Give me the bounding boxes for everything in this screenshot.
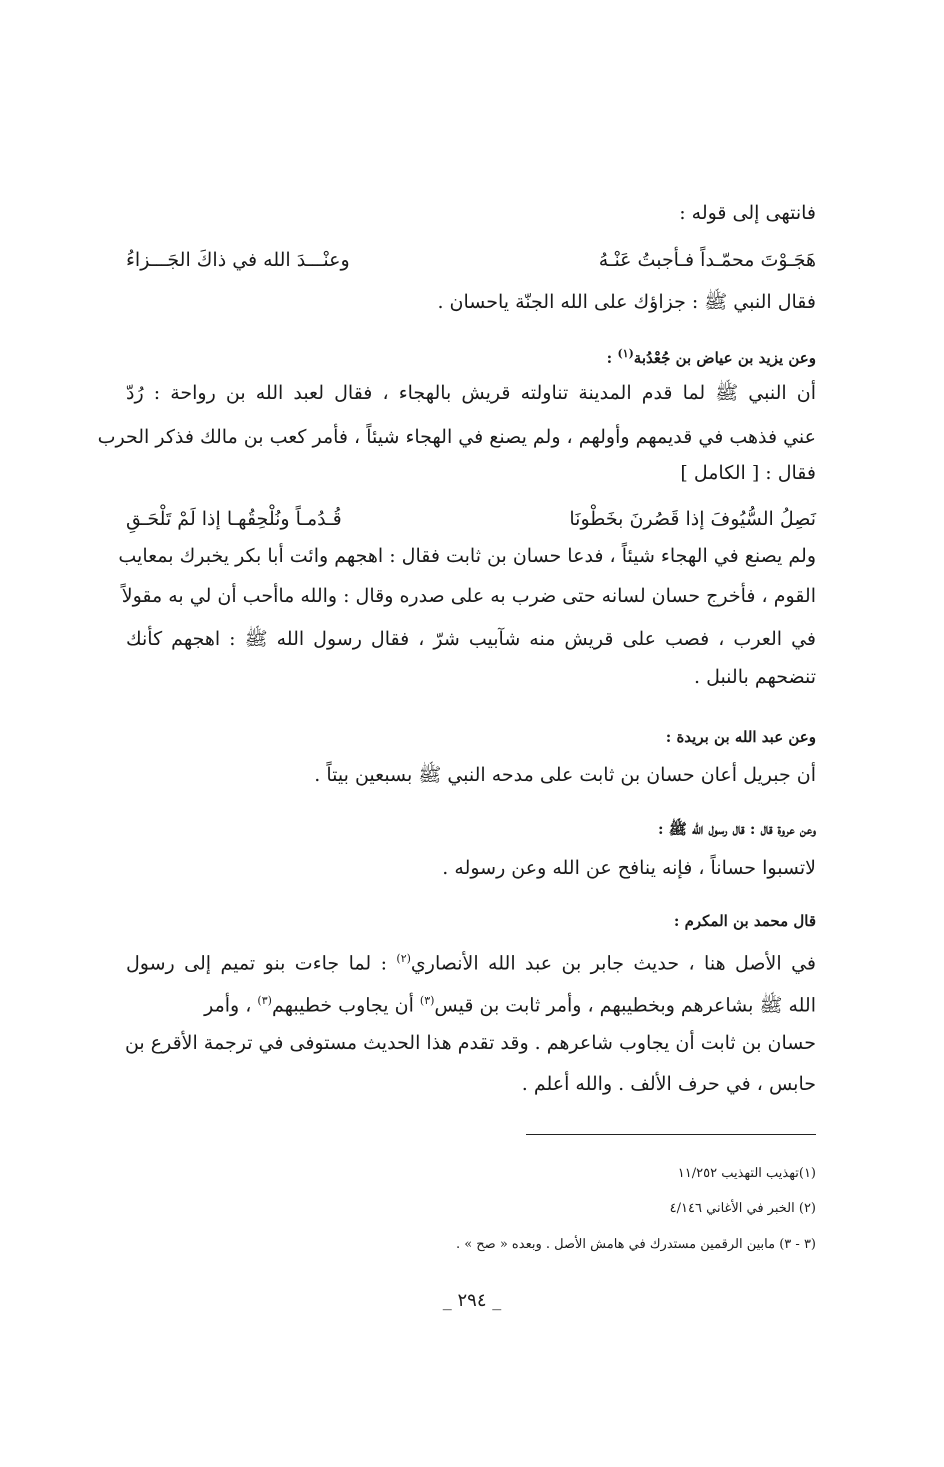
footnote-ref-1: (١) (617, 347, 634, 360)
footnote-ref-3b: (٣) (257, 994, 272, 1007)
text-span: أن يجاوب خطيبهم (271, 994, 420, 1017)
text-span: : لما جاءت بنو تميم إلى رسول (126, 952, 397, 975)
verse-1 (126, 245, 816, 275)
text-span: ، وأمر (204, 994, 258, 1017)
heading-buraida: وعن عبد الله بن بريدة : (665, 728, 816, 746)
heading-yazid-colon: : (606, 349, 618, 367)
page-number: _ ٢٩٤ _ (442, 1290, 502, 1311)
footnote-ref-3a: (٣) (419, 994, 435, 1007)
paragraph-line: حابس ، في حرف الألف . والله أعلم . (521, 1073, 816, 1095)
paragraph-line (126, 944, 816, 978)
heading-yazid-text: وعن يزيد بن عياض بن جُعْدُبة (633, 349, 816, 367)
heading-urwa: وعن عروة قال : قال رسول الله ﷺ : (657, 820, 816, 838)
verse-2-right-hemistich: نَصِلُ السُّيُوفَ إذا قَصُرنَ بخَطْونَا (569, 508, 816, 530)
paragraph-line: فقال : [ الكامل ] (680, 462, 816, 484)
urwa-line: لاتسبوا حساناً ، فإنه ينافح عن الله وعن رسوله . (442, 857, 816, 879)
paragraph-line: ولم يصنع في الهجاء شيئاً ، فدعا حسان بن ثابت فقال : اهجهم وائت أبا بكر يخبرك بمعايب (118, 545, 816, 567)
buraida-line: أن جبريل أعان حسان بن ثابت على مدحه النبي ﷺ بسبعين بيتاً . (314, 764, 816, 786)
footnote-ref-2: (٢) (396, 952, 411, 965)
verse-2-left-hemistich: قُـدُمـاً ونُلْحِقُهـا إذا لَمْ تَلْحَـقِ (126, 508, 342, 530)
paragraph-line: أن النبي ﷺ لما قدم المدينة تناولته قريش بالهجاء ، فقال لعبد الله بن رواحة : رُدّ (126, 382, 816, 404)
verse-1-left-hemistich: وعنْـــدَ الله في ذاكَ الجَـــزاءُ (126, 249, 350, 271)
paragraph-line (126, 986, 816, 1020)
paragraph-line: القوم ، فأخرج حسان لسانه حتى ضرب به على صدره وقال : والله ماأحب أن لي به مقولاً (121, 585, 816, 607)
footnote-3: (٣ - ٣) مابين الرقمين مستدرك في هامش الأصل . وبعده « صح » . (455, 1237, 816, 1252)
paragraph-line: تنضحهم بالنبل . (693, 666, 816, 688)
prophet-reply-line: فقال النبي ﷺ : جزاؤك على الله الجنّة ياحسان . (437, 291, 816, 313)
heading-yazid (126, 339, 816, 373)
heading-mukarram: قال محمد بن المكرم : (673, 912, 816, 930)
paragraph-line: في العرب ، فصب على قريش منه شآبيب شرّ ، فقال رسول الله ﷺ : اهجهم كأنك (126, 628, 816, 650)
footnote-divider (526, 1134, 816, 1135)
verse-1-right-hemistich: هَجَـوْتَ محمّـداً فـأجبتُ عَنْـهُ (598, 249, 816, 271)
text-span: في الأصل هنا ، حديث جابر بن عبد الله الأنصاري (410, 952, 816, 975)
verse-2 (126, 504, 816, 534)
paragraph-line: حسان بن ثابت أن يجاوب شاعرهم . وقد تقدم هذا الحديث مستوفى في ترجمة الأقرع بن (124, 1032, 816, 1054)
intro-line: فانتهى إلى قوله : (679, 202, 816, 224)
footnote-2: (٢) الخبر في الأغاني ٤/١٤٦ (669, 1201, 816, 1216)
footnote-1: (١)تهذيب التهذيب ١١/٢٥٢ (677, 1166, 816, 1181)
text-span: الله ﷺ بشاعرهم وبخطيبهم ، وأمر ثابت بن قيس (434, 994, 816, 1017)
paragraph-line: عني فذهب في قديمهم وأولهم ، ولم يصنع في الهجاء شيئاً ، فأمر كعب بن مالك فذكر الحرب (97, 426, 816, 448)
